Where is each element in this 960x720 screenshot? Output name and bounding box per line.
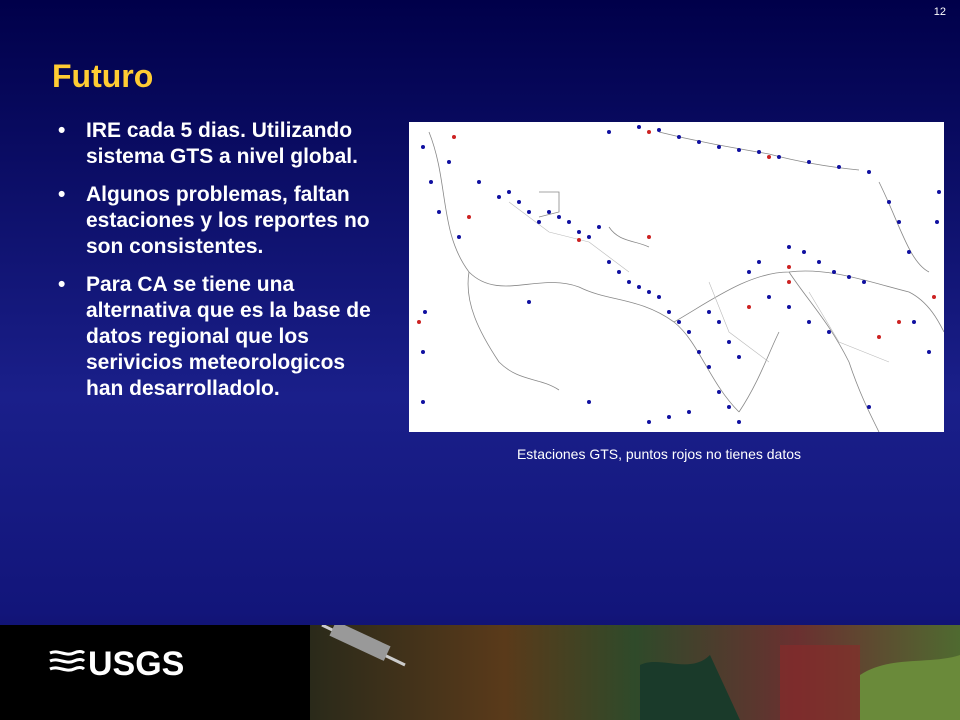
footer-banner — [0, 625, 960, 720]
slide-number: 12 — [933, 6, 946, 18]
bullet-item: • Algunos problemas, faltan estaciones y los reportes no son consistentes. — [58, 183, 370, 258]
map-caption: Estaciones GTS, puntos rojos no tienes datos — [516, 446, 802, 462]
usgs-logo-text: USGS — [88, 645, 185, 683]
slide-title: Futuro — [52, 58, 154, 94]
usgs-logo-icon — [48, 647, 86, 679]
station-map — [409, 122, 944, 432]
bullet-item: • Para CA se tiene una alternativa que es la base de datos regional que los serivicios meteorologicos han desarrolladolo. — [58, 273, 371, 400]
map-image — [409, 122, 944, 432]
bullet-list — [58, 118, 388, 414]
bullet-item: • IRE cada 5 dias. Utilizando sistema GTS a nivel global. — [58, 119, 358, 168]
